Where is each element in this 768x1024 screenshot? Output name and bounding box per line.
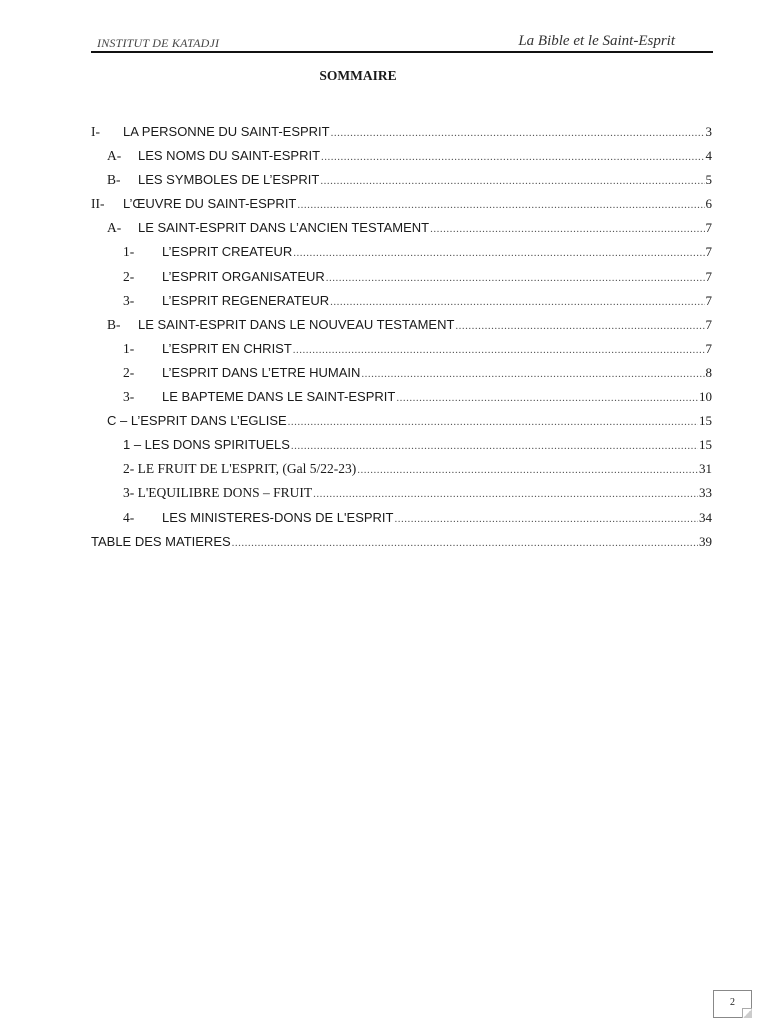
toc-dot-leader [291, 440, 698, 452]
toc-entry-label: 3- L'EQUILIBRE DONS – FRUIT [123, 485, 313, 501]
toc-dot-leader [455, 320, 704, 332]
toc-entry-page: 39 [699, 533, 712, 549]
toc-entry-number: II- [91, 196, 105, 212]
toc-entry-number: 1- [123, 244, 135, 260]
toc-dot-leader [330, 296, 704, 308]
toc-entry[interactable] [91, 293, 712, 317]
toc-entry-page: 15 [699, 437, 712, 453]
toc-entry-label: L’ESPRIT CREATEUR [162, 244, 293, 260]
toc-dot-leader [331, 127, 705, 139]
toc-entry-page: 4 [705, 148, 712, 164]
header-institute: INSTITUT DE KATADJI [97, 36, 220, 50]
toc-entry-page: 33 [699, 485, 712, 501]
toc-dot-leader [313, 488, 698, 500]
toc-entry[interactable] [91, 124, 712, 148]
toc-entry[interactable] [91, 244, 712, 268]
toc-entry-page: 7 [705, 268, 712, 284]
toc-entry-page: 5 [705, 172, 712, 188]
toc-entry-number: 4- [123, 509, 135, 525]
toc-entry-page: 6 [705, 196, 712, 212]
toc-entry-page: 3 [705, 124, 712, 139]
toc-entry[interactable] [91, 437, 712, 461]
toc-entry-label: L’ESPRIT DANS L’ETRE HUMAIN [162, 364, 361, 380]
toc-entry-label: 1 – LES DONS SPIRITUELS [123, 437, 290, 453]
toc-entry-label: TABLE DES MATIERES [91, 533, 231, 549]
toc-entry-number: A- [107, 220, 122, 236]
toc-dot-leader [232, 537, 698, 549]
toc-dot-leader [430, 223, 704, 235]
toc-dot-leader [320, 175, 704, 187]
toc-entry-number: A- [107, 148, 122, 164]
toc-dot-leader [357, 464, 698, 476]
toc-entry-page: 7 [705, 316, 712, 332]
toc-entry-label: LES NOMS DU SAINT-ESPRIT [138, 148, 321, 164]
toc-entry[interactable] [91, 220, 712, 244]
toc-dot-leader [396, 392, 698, 404]
toc-entry-page: 7 [705, 220, 712, 236]
toc-entry[interactable] [91, 534, 712, 558]
toc-entry-label: LA PERSONNE DU SAINT-ESPRIT [123, 124, 330, 139]
toc-entry[interactable] [91, 269, 712, 293]
toc-entry[interactable] [91, 461, 712, 485]
toc-dot-leader [297, 199, 704, 211]
toc-entry[interactable] [91, 196, 712, 220]
toc-entry-label: 2- LE FRUIT DE L'ESPRIT, (Gal 5/22-23) [123, 461, 357, 477]
toc-entry-number: B- [107, 316, 121, 332]
toc-entry-label: LE BAPTEME DANS LE SAINT-ESPRIT [162, 389, 396, 405]
toc-entry-label: LES SYMBOLES DE L’ESPRIT [138, 172, 320, 188]
toc-entry-label: L’ŒUVRE DU SAINT-ESPRIT [123, 196, 297, 212]
toc-entry-number: B- [107, 172, 121, 188]
toc-entry[interactable] [91, 413, 712, 437]
toc-entry[interactable] [91, 172, 712, 196]
toc-dot-leader [293, 344, 705, 356]
toc-entry[interactable] [91, 365, 712, 389]
toc-entry-number: I- [91, 124, 100, 139]
toc-entry-label: LE SAINT-ESPRIT DANS LE NOUVEAU TESTAMENT [138, 316, 455, 332]
toc-entry-page: 7 [705, 292, 712, 308]
toc-dot-leader [293, 247, 704, 259]
toc-entry-page: 15 [699, 413, 712, 429]
toc-entry-number: 2- [123, 268, 135, 284]
toc-entry-number: 2- [123, 364, 135, 380]
page-title: SOMMAIRE [319, 68, 397, 83]
toc-entry-number: 1- [123, 340, 135, 356]
toc-entry-page: 8 [705, 364, 712, 380]
toc-entry[interactable] [91, 485, 712, 509]
toc-dot-leader [288, 416, 698, 428]
header-book-title: La Bible et le Saint-Esprit [518, 33, 675, 49]
toc-dot-leader [361, 368, 704, 380]
toc-entry-number: 3- [123, 389, 135, 405]
toc-entry[interactable] [91, 389, 712, 413]
toc-entry[interactable] [91, 510, 712, 534]
toc-entry-label: LES MINISTERES-DONS DE L'ESPRIT [162, 509, 394, 525]
toc-entry-label: LE SAINT-ESPRIT DANS L’ANCIEN TESTAMENT [138, 220, 430, 236]
toc-entry[interactable] [91, 148, 712, 172]
toc-entry-page: 34 [699, 509, 712, 525]
toc-entry-page: 10 [699, 389, 712, 405]
toc-entry-page: 7 [705, 244, 712, 260]
toc-entry-page: 7 [705, 340, 712, 356]
toc-entry-page: 31 [699, 461, 712, 477]
toc-dot-leader [321, 151, 704, 163]
page-number-box: 2 [713, 990, 752, 1018]
toc-entry-number: 3- [123, 292, 135, 308]
toc-entry-label: C – L’ESPRIT DANS L’EGLISE [107, 413, 287, 429]
toc-entry-label: L’ESPRIT REGENERATEUR [162, 292, 330, 308]
toc-entry[interactable] [91, 341, 712, 365]
toc-dot-leader [394, 513, 698, 525]
toc-entry[interactable] [91, 317, 712, 341]
toc-entry-label: L’ESPRIT ORGANISATEUR [162, 268, 325, 284]
header-rule [91, 51, 713, 53]
toc-entry-label: L’ESPRIT EN CHRIST [162, 340, 292, 356]
table-of-contents [91, 124, 712, 558]
toc-dot-leader [326, 272, 705, 284]
